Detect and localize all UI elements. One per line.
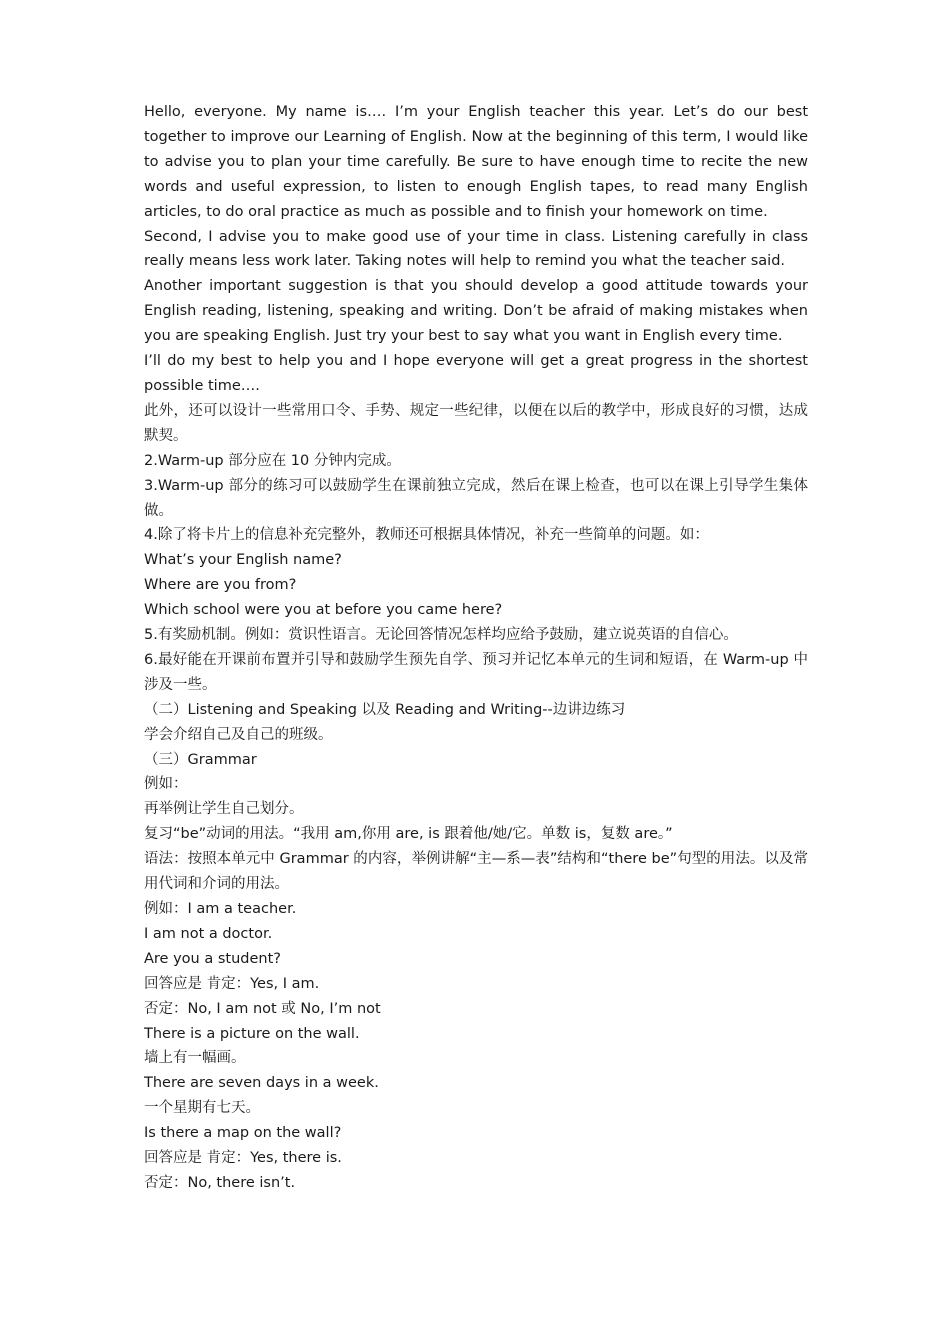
translation-picture-wall: 墙上有一幅画。 bbox=[144, 1050, 246, 1067]
note-5: 5.有奖励机制。例如：赏识性语言。无论回答情况怎样均应给予鼓励，建立说英语的自信心。 bbox=[144, 627, 738, 644]
paragraph-closing: I’ll do my best to help you and I hope everyone will get a great progress in the shortest possible time…. bbox=[144, 353, 808, 394]
example-not-doctor: I am not a doctor. bbox=[144, 925, 273, 942]
document-body bbox=[144, 100, 808, 1196]
grammar-explanation: 语法：按照本单元中 Grammar 的内容，举例讲解“主—系—表”结构和“there be”句型的用法。以及常用代词和介词的用法。 bbox=[144, 851, 808, 893]
note-2: 2.Warm-up 部分应在 10 分钟内完成。 bbox=[144, 452, 401, 469]
example-are-you-student: Are you a student? bbox=[144, 950, 281, 967]
paragraph-second-advice: Second, I advise you to make good use of your time in class. Listening carefully in class really means less work later. Taking notes will help to remind you what the teacher said. bbox=[144, 228, 808, 270]
note-3: 3.Warm-up 部分的练习可以鼓励学生在课前独立完成，然后在课上检查，也可以在课上引导学生集体做。 bbox=[144, 477, 808, 519]
answer-negative-1: 否定：No, I am not 或 No, I’m not bbox=[144, 1000, 381, 1017]
note-6: 6.最好能在开课前布置并引导和鼓励学生预先自学、预习并记忆本单元的生词和短语，在 Warm-up 中涉及一些。 bbox=[144, 651, 808, 693]
note-4: 4.除了将卡片上的信息补充完整外，教师还可根据具体情况，补充一些简单的问题。如： bbox=[144, 527, 709, 544]
paragraph-intro: Hello, everyone. My name is…. I’m your English teacher this year. Let’s do our best together to improve our Learning of English. Now at the beginning of this term, I would like to advise you to plan your time carefully. Be sure to have enough time to recite the new words and useful expression, to listen to enough English tapes, to read many English articles, to do oral practice as much as possible and to finish your homework on time. bbox=[144, 104, 808, 220]
question-which-school: Which school were you at before you came here? bbox=[144, 602, 503, 619]
paragraph-commands: 此外，还可以设计一些常用口令、手势、规定一些纪律，以便在以后的教学中，形成良好的习惯，达成默契。 bbox=[144, 402, 808, 444]
example-map-wall: Is there a map on the wall? bbox=[144, 1125, 342, 1142]
answer-positive-2: 回答应是 肯定：Yes, there is. bbox=[144, 1150, 342, 1167]
section-heading-2: （二）Listening and Speaking 以及 Reading and Writing--边讲边练习 bbox=[144, 701, 626, 718]
example-label: 例如： bbox=[144, 776, 188, 793]
review-be-verb: 复习“be”动词的用法。“我用 am,你用 are, is 跟着他/她/它。单数 is，复数 are。” bbox=[144, 826, 673, 843]
section-heading-3: （三）Grammar bbox=[144, 751, 257, 768]
section-2-text: 学会介绍自己及自己的班级。 bbox=[144, 726, 333, 743]
answer-positive-1: 回答应是 肯定：Yes, I am. bbox=[144, 975, 320, 992]
question-where-from: Where are you from? bbox=[144, 577, 297, 594]
question-english-name: What’s your English name? bbox=[144, 552, 342, 569]
example-seven-days: There are seven days in a week. bbox=[144, 1075, 379, 1092]
example-teacher: 例如：I am a teacher. bbox=[144, 901, 297, 917]
example-instruction: 再举例让学生自己划分。 bbox=[144, 801, 304, 818]
answer-negative-2: 否定：No, there isn’t. bbox=[144, 1174, 296, 1191]
paragraph-attitude: Another important suggestion is that you should develop a good attitude towards your English reading, listening, speaking and writing. Don’t be afraid of making mistakes when you are speaking English. Just try your best to say what you want in English every time. bbox=[144, 278, 808, 345]
example-picture-wall: There is a picture on the wall. bbox=[144, 1025, 360, 1042]
translation-seven-days: 一个星期有七天。 bbox=[144, 1100, 260, 1117]
